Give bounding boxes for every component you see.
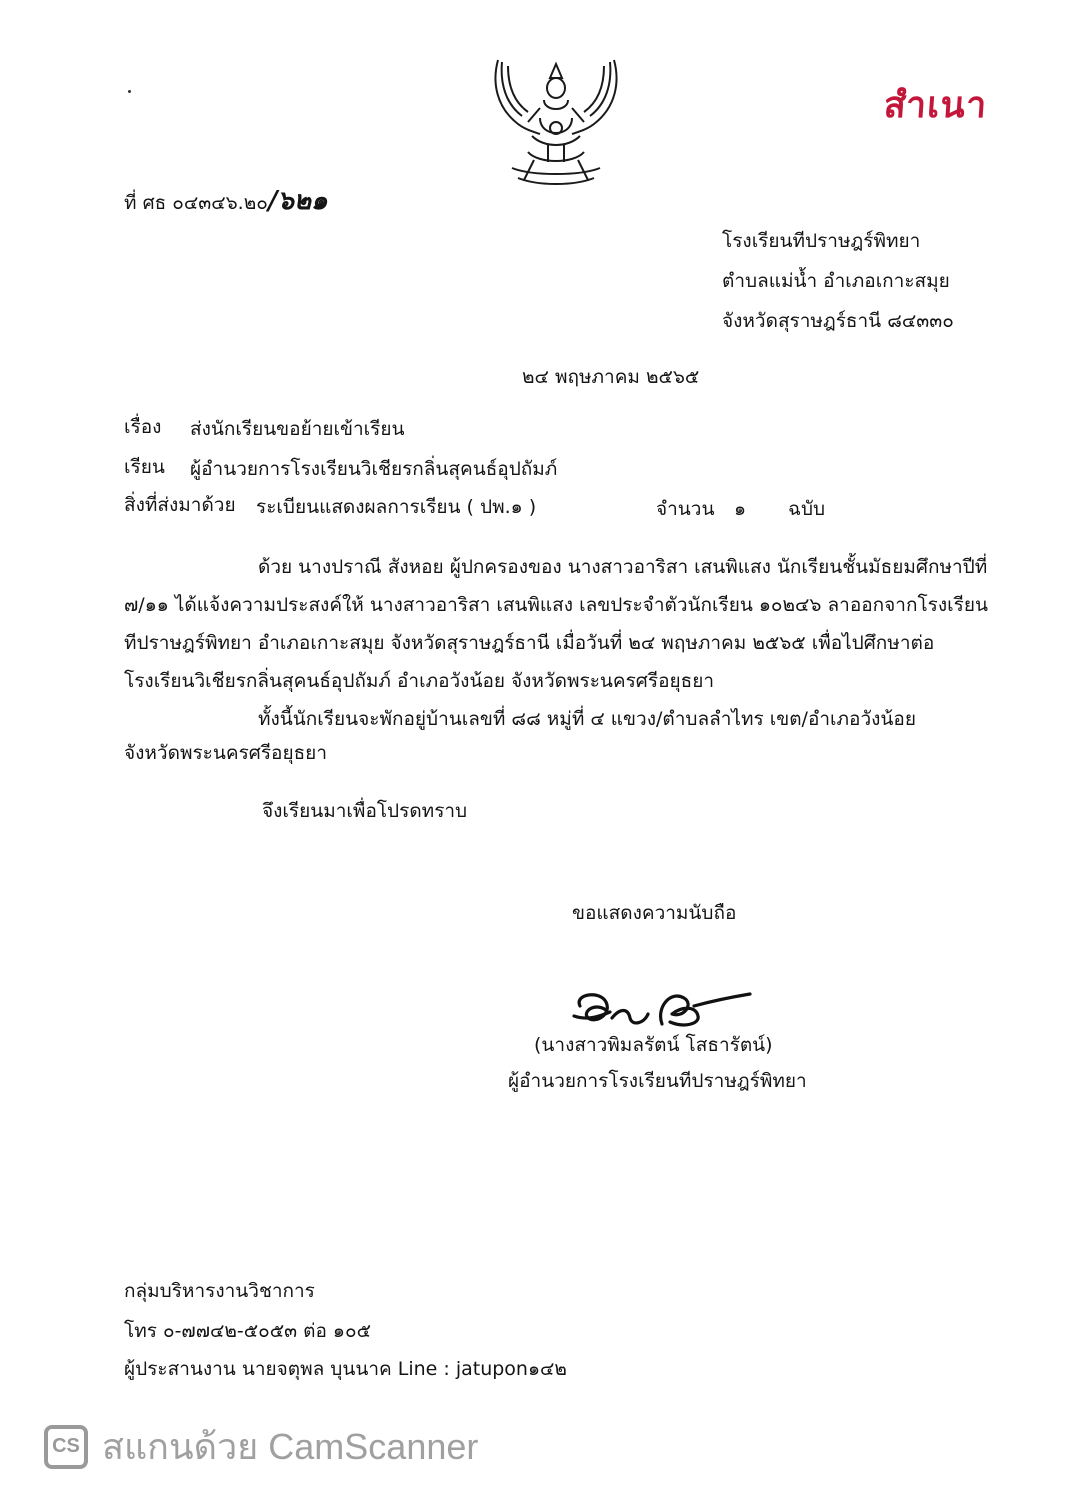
footer-coordinator: ผู้ประสานงาน นายจตุพล บุนนาค Line : jatupon๑๔๒ xyxy=(124,1358,567,1380)
enclosure-value: ระเบียนแสดงผลการเรียน ( ปพ.๑ ) xyxy=(256,496,537,518)
sender-school-name: โรงเรียนทีปราษฎร์พิทยา xyxy=(722,230,921,252)
document-number-prefix: ที่ ศธ ๐๔๓๔๖.๒๐ xyxy=(124,192,268,214)
signatory-name: (นางสาวพิมลรัตน์ โสธารัตน์) xyxy=(534,1034,773,1056)
recipient-value: ผู้อำนวยการโรงเรียนวิเชียรกลิ่นสุคนธ์อุปถัมภ์ xyxy=(190,458,558,480)
camscanner-text: สแกนด้วย CamScanner xyxy=(102,1426,479,1467)
subject-label: เรื่อง xyxy=(124,416,162,438)
enclosure-qty-label: จำนวน xyxy=(656,498,715,520)
handwritten-signature xyxy=(566,984,756,1040)
sender-address-line3: จังหวัดสุราษฎร์ธานี ๘๔๓๓๐ xyxy=(722,310,954,332)
document-number-handwritten: /๖๒๑ xyxy=(267,186,328,216)
document-number xyxy=(124,186,327,217)
garuda-emblem-icon xyxy=(488,52,624,190)
subject-value: ส่งนักเรียนขอย้ายเข้าเรียน xyxy=(190,418,405,440)
body-para2-line1: ทั้งนี้นักเรียนจะพักอยู่บ้านเลขที่ ๘๘ หมู่ที่ ๔ แขวง/ตำบลลำไทร เขต/อำเภอวังน้อย xyxy=(258,708,916,730)
regards: ขอแสดงความนับถือ xyxy=(572,902,737,924)
camscanner-logo-icon: CS xyxy=(44,1425,88,1469)
enclosure-label: สิ่งที่ส่งมาด้วย xyxy=(124,494,236,516)
closing-request: จึงเรียนมาเพื่อโปรดทราบ xyxy=(262,800,468,822)
body-para2-line2: จังหวัดพระนครศรีอยุธยา xyxy=(124,742,327,764)
sender-address-line2: ตำบลแม่น้ำ อำเภอเกาะสมุย xyxy=(722,270,950,292)
footer-phone: โทร ๐-๗๗๔๒-๕๐๕๓ ต่อ ๑๐๕ xyxy=(124,1320,371,1342)
copy-stamp: สำเนา xyxy=(882,85,989,126)
body-para1-line4: โรงเรียนวิเชียรกลิ่นสุคนธ์อุปถัมภ์ อำเภอวังน้อย จังหวัดพระนครศรีอยุธยา xyxy=(124,670,715,692)
recipient-label: เรียน xyxy=(124,456,165,478)
enclosure-unit: ฉบับ xyxy=(788,498,826,520)
signatory-position: ผู้อำนวยการโรงเรียนทีปราษฎร์พิทยา xyxy=(508,1070,807,1092)
body-para1-line1: ด้วย นางปราณี สังหอย ผู้ปกครองของ นางสาวอาริสา เสนพิแสง นักเรียนชั้นมัธยมศึกษาปีที่ xyxy=(258,556,988,578)
camscanner-watermark xyxy=(44,1418,478,1475)
body-para1-line3: ทีปราษฎร์พิทยา อำเภอเกาะสมุย จังหวัดสุราษฎร์ธานี เมื่อวันที่ ๒๔ พฤษภาคม ๒๕๖๕ เพื่อไปศึกษาต่อ xyxy=(124,632,935,654)
margin-dot xyxy=(128,90,131,93)
body-para1-line2: ๗/๑๑ ได้แจ้งความประสงค์ให้ นางสาวอาริสา เสนพิแสง เลขประจำตัวนักเรียน ๑๐๒๔๖ ลาออกจากโรงเรียน xyxy=(124,594,988,616)
footer-department: กลุ่มบริหารงานวิชาการ xyxy=(124,1280,315,1302)
enclosure-qty: ๑ xyxy=(734,498,747,520)
letter-date: ๒๔ พฤษภาคม ๒๕๖๕ xyxy=(522,366,700,388)
